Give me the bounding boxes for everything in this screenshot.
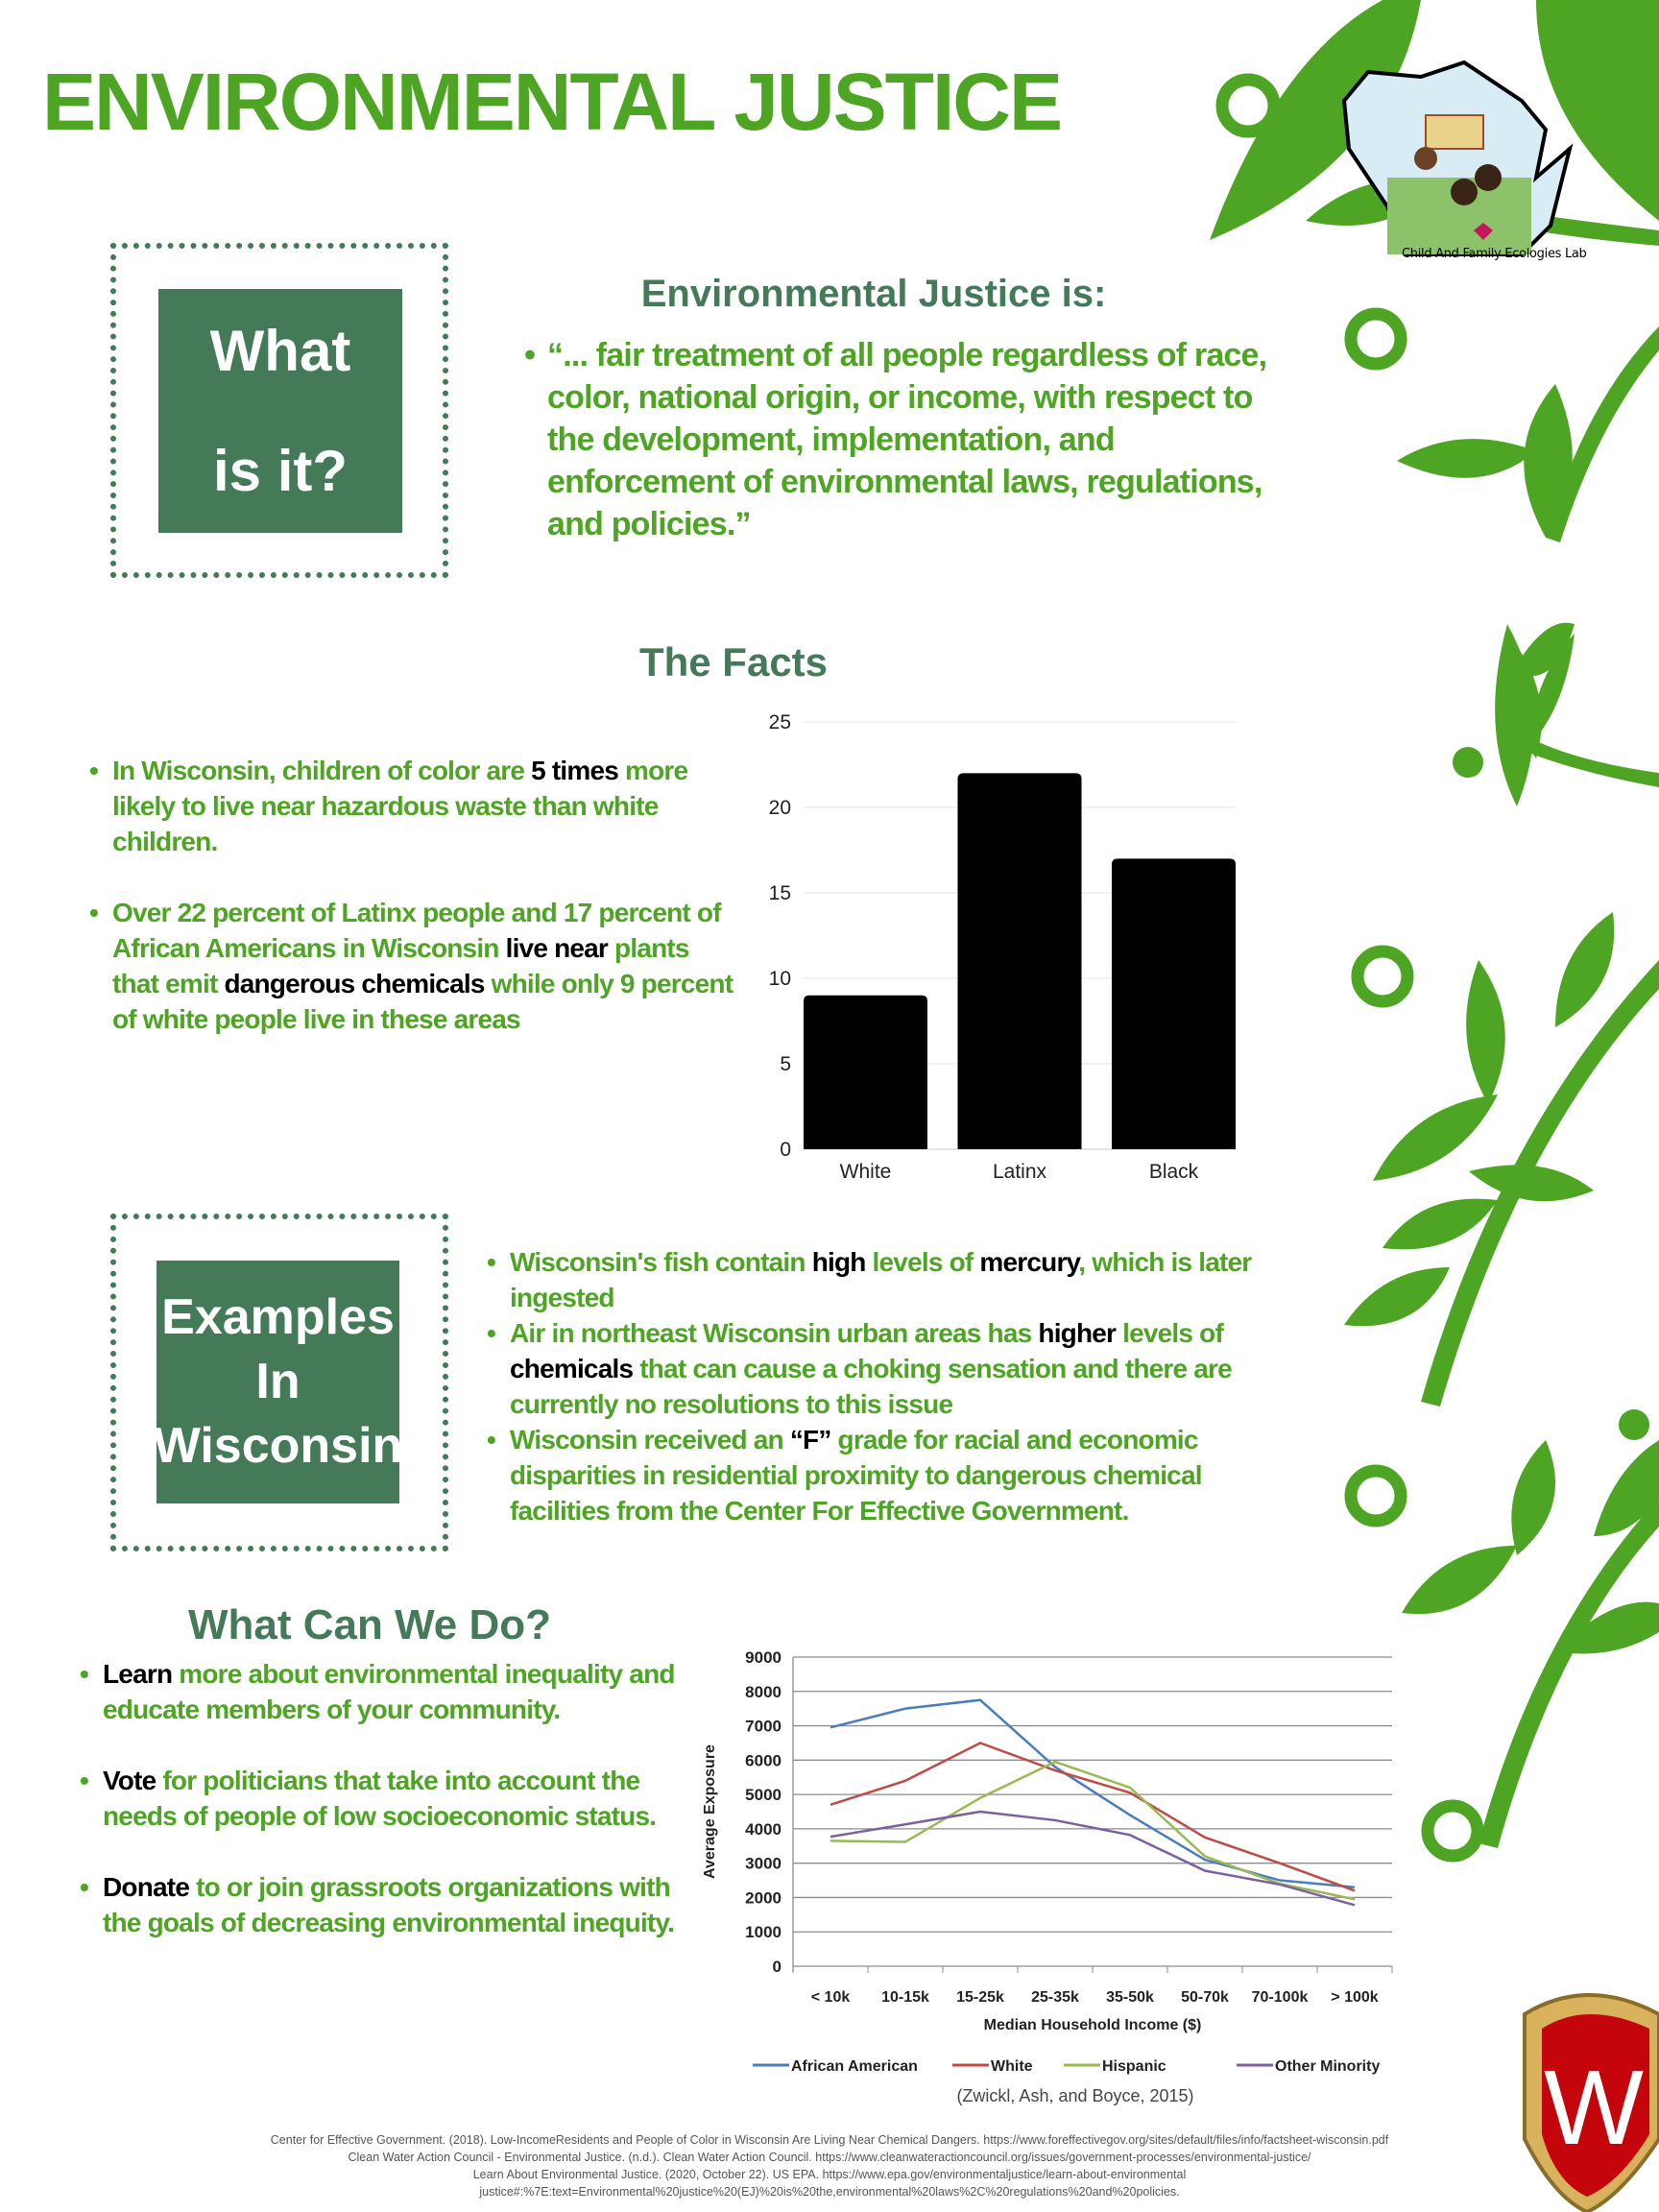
- series-line: [830, 1743, 1355, 1890]
- crest-letter: W: [1544, 2049, 1644, 2167]
- what-is-it-line: What: [209, 319, 351, 383]
- bullet-text: for politicians that take into account the needs of people of low socioeconomic status.: [103, 1766, 657, 1831]
- bullet-text: while only 9 percent of white people live in these areas: [112, 969, 733, 1034]
- legend-label: African American: [791, 2058, 918, 2075]
- bullet-item: [510, 1422, 1297, 1528]
- x-tick-label: > 100k: [1331, 1989, 1379, 2006]
- bullet-item: [112, 753, 736, 859]
- cafe-logo: [1330, 34, 1642, 288]
- emphasis-text: dangerous chemicals: [224, 969, 485, 998]
- examples-line: Examples: [161, 1289, 395, 1345]
- dot-icon: [1619, 1409, 1649, 1440]
- emphasis-text: Donate: [103, 1872, 190, 1902]
- emphasis-text: chemicals: [510, 1354, 634, 1383]
- x-tick-label: < 10k: [810, 1989, 851, 2006]
- definition-list: [547, 334, 1277, 545]
- x-tick-label: 15-25k: [956, 1989, 1004, 2006]
- bullet-text: levels of: [1116, 1318, 1223, 1348]
- facts-list: [112, 753, 736, 1037]
- reference-line: Center for Effective Government. (2018). Low-IncomeResidents and People of Color in Wisconsin Are Living Near Chemical Dangers. https://www.foreffectivegov.org/sites/default/files/info/factsheet-wisconsin.pdf: [270, 2133, 1389, 2147]
- x-tick-label: 25-35k: [1031, 1989, 1079, 2006]
- examples-line: In: [255, 1354, 301, 1409]
- emphasis-text: “F”: [789, 1425, 831, 1455]
- bullet-text: more about environmental inequality and educate members of your community.: [103, 1659, 675, 1724]
- y-tick-label: 25: [768, 711, 791, 733]
- bullet-text: In Wisconsin, children of color are: [112, 756, 532, 785]
- series-line: [830, 1700, 1355, 1887]
- bar: [804, 996, 927, 1149]
- definition-heading: Environmental Justice is:: [640, 273, 1107, 315]
- bullet-item: [103, 1656, 698, 1727]
- bullet-text: Air in northeast Wisconsin urban areas has: [510, 1318, 1039, 1348]
- leaf-icon: [1511, 1440, 1555, 1555]
- bullet-item: [103, 1763, 698, 1834]
- y-tick-label: 1000: [745, 1923, 781, 1942]
- y-tick-label: 4000: [745, 1819, 781, 1839]
- bullet-text: plants that emit: [112, 933, 689, 998]
- ring-icon: [1351, 1471, 1401, 1521]
- emphasis-text: 5 times: [531, 756, 619, 785]
- bullet-text: levels of: [865, 1247, 980, 1277]
- ring-icon: [1428, 1806, 1478, 1856]
- line-chart: [691, 1642, 1411, 2112]
- series-line: [830, 1812, 1355, 1905]
- bullet-text: grade for racial and economic disparities in residential proximity to dangerous chemical facilities from the Center For Effective Government.: [510, 1425, 1202, 1526]
- facts-heading: The Facts: [638, 639, 829, 685]
- bullet-item: [103, 1869, 698, 1940]
- legend-label: Hispanic: [1102, 2058, 1166, 2075]
- bullet-text: to or join grassroots organizations with the goals of decreasing environmental inequity.: [103, 1872, 675, 1937]
- y-tick-label: 5000: [745, 1786, 781, 1805]
- y-tick-label: 10: [768, 968, 791, 990]
- leaf-icon: [1344, 1267, 1450, 1326]
- reference-line: justice#:%7E:text=Environmental%20justice%20(EJ)%20is%20the,environmental%20laws%2C%20regulations%20and%20policies.: [479, 2185, 1180, 2199]
- bullet-text: Over 22 percent of Latinx people and 17 percent of African Americans in Wisconsin: [112, 898, 721, 963]
- legend-label: White: [991, 2058, 1033, 2075]
- x-tick-label: White: [839, 1161, 892, 1183]
- emphasis-text: Learn: [103, 1659, 173, 1689]
- bar: [1112, 858, 1236, 1149]
- dot-icon: [1453, 747, 1483, 778]
- x-tick-label: Black: [1148, 1161, 1199, 1183]
- leaf-icon: [1402, 1546, 1517, 1614]
- bullet-item: [510, 1315, 1297, 1422]
- ring-icon: [1351, 314, 1401, 364]
- legend-label: Other Minority: [1275, 2058, 1381, 2075]
- chart-source: (Zwickl, Ash, and Boyce, 2015): [956, 2086, 1194, 2105]
- y-tick-label: 5: [780, 1053, 791, 1075]
- definition-quote: • “... fair treatment of all people regardless of race, color, national origin, or income, with respect to the development, implementation, and enforcement of environmental laws, regulations, and policies.”: [547, 334, 1277, 545]
- references: [0, 2131, 1659, 2200]
- emphasis-text: mercury: [979, 1247, 1079, 1277]
- actions-heading: What Can We Do?: [187, 1601, 552, 1648]
- y-tick-label: 7000: [745, 1717, 781, 1736]
- y-tick-label: 20: [768, 797, 791, 819]
- y-tick-label: 3000: [745, 1854, 781, 1873]
- ring-icon: [1222, 80, 1274, 132]
- examples-box: [153, 1261, 403, 1503]
- page-title: ENVIRONMENTAL JUSTICE: [42, 57, 1061, 147]
- emphasis-text: live near: [505, 933, 609, 963]
- y-tick-label: 9000: [745, 1648, 781, 1667]
- y-tick-label: 0: [772, 1958, 781, 1976]
- x-tick-label: 35-50k: [1106, 1989, 1154, 2006]
- bullet-item: [510, 1244, 1297, 1315]
- leaf-icon: [1555, 912, 1614, 1027]
- bar-chart: [739, 701, 1258, 1190]
- y-tick-label: 2000: [745, 1888, 781, 1908]
- y-tick-label: 15: [768, 882, 791, 904]
- what-is-it-line: is it?: [212, 439, 348, 503]
- bullet-item: [112, 895, 736, 1037]
- bullet-text: Wisconsin received an: [510, 1425, 790, 1455]
- x-tick-label: 50-70k: [1181, 1989, 1229, 2006]
- x-axis-title: Median Household Income ($): [983, 2017, 1202, 2033]
- bar: [958, 773, 1082, 1149]
- emphasis-text: Vote: [103, 1766, 156, 1795]
- emphasis-text: higher: [1038, 1318, 1117, 1348]
- leaf-icon: [1469, 1165, 1594, 1201]
- y-tick-label: 6000: [745, 1751, 781, 1770]
- y-tick-label: 8000: [745, 1682, 781, 1701]
- leaf-icon: [1373, 1094, 1498, 1181]
- leaf-icon: [1397, 439, 1536, 478]
- bullet-text: Wisconsin's fish contain: [510, 1247, 812, 1277]
- actions-list: [103, 1656, 698, 1940]
- emphasis-text: high: [811, 1247, 866, 1277]
- bullet-text: , which is later ingested: [510, 1247, 1252, 1312]
- examples-list: [510, 1244, 1297, 1528]
- examples-line: Wisconsin: [153, 1418, 403, 1474]
- cafe-logo-text: Child And Family Ecologies Lab: [1402, 247, 1587, 261]
- what-is-it-box: [158, 289, 402, 533]
- y-tick-label: 0: [780, 1139, 791, 1161]
- x-tick-label: 10-15k: [881, 1989, 929, 2006]
- x-tick-label: 70-100k: [1251, 1989, 1309, 2006]
- bullet-text: that can cause a choking sensation and there are currently no resolutions to this issue: [510, 1354, 1232, 1419]
- ring-icon: [1358, 951, 1407, 1001]
- x-tick-label: Latinx: [992, 1161, 1047, 1183]
- bullet-text: more likely to live near hazardous waste than white children.: [112, 756, 688, 856]
- reference-line: Learn About Environmental Justice. (2020, October 22). US EPA. https://www.epa.gov/environmentaljustice/learn-about-environmental: [472, 2168, 1187, 2181]
- y-axis-title: Average Exposure: [702, 1744, 718, 1879]
- reference-line: Clean Water Action Council - Environmental Justice. (n.d.). Clean Water Action Council. https://www.cleanwateractioncouncil.org/issues/government-processes/environmental-justice/: [348, 2151, 1311, 2164]
- leaf-icon: [1466, 960, 1505, 1104]
